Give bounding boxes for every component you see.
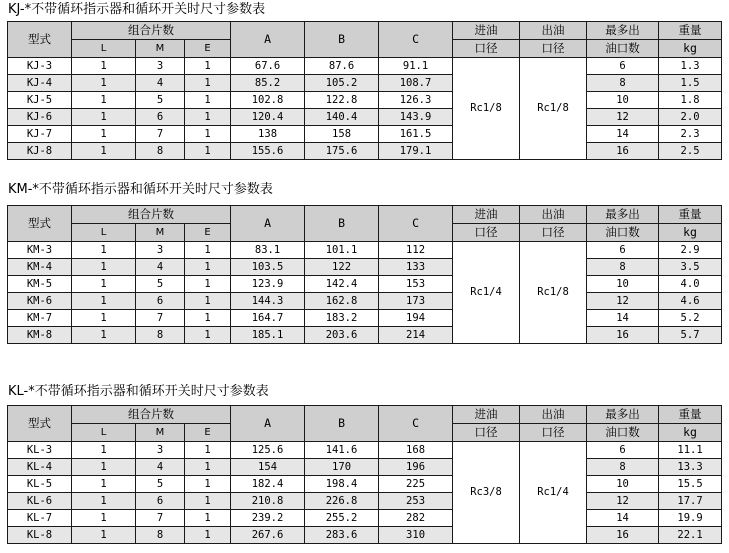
cell-b: 203.6 [305, 327, 379, 344]
cell-e: 1 [185, 126, 231, 143]
cell-c: 126.3 [379, 92, 453, 109]
cell-l: 1 [72, 276, 136, 293]
header-weight: 重量 [659, 22, 722, 40]
header-max-outlets-sub: 油口数 [587, 424, 659, 442]
cell-weight: 2.9 [659, 242, 722, 259]
cell-model: KM-5 [8, 276, 72, 293]
header-model: 型式 [8, 206, 72, 242]
cell-e: 1 [185, 92, 231, 109]
cell-l: 1 [72, 476, 136, 493]
cell-c: 91.1 [379, 58, 453, 75]
cell-c: 196 [379, 459, 453, 476]
cell-e: 1 [185, 143, 231, 160]
cell-max-outlets: 6 [587, 442, 659, 459]
cell-b: 101.1 [305, 242, 379, 259]
cell-m: 7 [136, 310, 185, 327]
cell-model: KM-4 [8, 259, 72, 276]
header-l: L [72, 40, 136, 58]
cell-weight: 1.3 [659, 58, 722, 75]
cell-e: 1 [185, 293, 231, 310]
cell-max-outlets: 12 [587, 493, 659, 510]
cell-max-outlets: 8 [587, 459, 659, 476]
header-max-outlets-sub: 油口数 [587, 40, 659, 58]
cell-l: 1 [72, 493, 136, 510]
cell-max-outlets: 12 [587, 293, 659, 310]
header-outlet: 出油 [520, 206, 587, 224]
cell-a: 123.9 [231, 276, 305, 293]
cell-weight: 4.0 [659, 276, 722, 293]
cell-e: 1 [185, 476, 231, 493]
cell-model: KJ-4 [8, 75, 72, 92]
header-group: 组合片数 [72, 206, 231, 224]
cell-c: 112 [379, 242, 453, 259]
cell-l: 1 [72, 310, 136, 327]
cell-a: 85.2 [231, 75, 305, 92]
header-weight-unit: kg [659, 224, 722, 242]
header-weight-unit: kg [659, 424, 722, 442]
cell-weight: 2.3 [659, 126, 722, 143]
cell-max-outlets: 8 [587, 259, 659, 276]
table-row [8, 242, 722, 259]
cell-l: 1 [72, 242, 136, 259]
cell-m: 4 [136, 459, 185, 476]
cell-m: 7 [136, 126, 185, 143]
cell-b: 226.8 [305, 493, 379, 510]
cell-model: KJ-6 [8, 109, 72, 126]
header-inlet: 进油 [453, 22, 520, 40]
cell-m: 6 [136, 493, 185, 510]
cell-l: 1 [72, 527, 136, 544]
header-model: 型式 [8, 406, 72, 442]
cell-m: 6 [136, 293, 185, 310]
header-a: A [231, 22, 305, 58]
header-outlet-sub: 口径 [520, 224, 587, 242]
cell-weight: 11.1 [659, 442, 722, 459]
cell-model: KM-6 [8, 293, 72, 310]
header-inlet-sub: 口径 [453, 40, 520, 58]
cell-b: 140.4 [305, 109, 379, 126]
header-model: 型式 [8, 22, 72, 58]
cell-model: KL-3 [8, 442, 72, 459]
cell-c: 179.1 [379, 143, 453, 160]
cell-m: 4 [136, 75, 185, 92]
cell-e: 1 [185, 493, 231, 510]
spec-table-kj [7, 21, 722, 160]
header-outlet-sub: 口径 [520, 40, 587, 58]
header-group: 组合片数 [72, 22, 231, 40]
header-max-outlets: 最多出 [587, 206, 659, 224]
table-row [8, 493, 722, 510]
spec-table-km [7, 205, 722, 344]
header-max-outlets: 最多出 [587, 406, 659, 424]
cell-e: 1 [185, 242, 231, 259]
cell-weight: 5.7 [659, 327, 722, 344]
cell-c: 253 [379, 493, 453, 510]
table-row [8, 58, 722, 75]
table-title-kj: KJ-*不带循环指示器和循环开关时尺寸参数表 [8, 2, 266, 17]
cell-a: 120.4 [231, 109, 305, 126]
cell-e: 1 [185, 259, 231, 276]
cell-b: 105.2 [305, 75, 379, 92]
cell-max-outlets: 6 [587, 58, 659, 75]
cell-a: 138 [231, 126, 305, 143]
cell-max-outlets: 6 [587, 242, 659, 259]
cell-outlet-size: Rc1/4 [520, 442, 587, 544]
cell-max-outlets: 14 [587, 310, 659, 327]
cell-c: 173 [379, 293, 453, 310]
cell-b: 175.6 [305, 143, 379, 160]
cell-c: 282 [379, 510, 453, 527]
cell-l: 1 [72, 92, 136, 109]
cell-e: 1 [185, 276, 231, 293]
cell-e: 1 [185, 58, 231, 75]
header-b: B [305, 22, 379, 58]
header-inlet: 进油 [453, 406, 520, 424]
cell-max-outlets: 14 [587, 510, 659, 527]
cell-a: 83.1 [231, 242, 305, 259]
cell-model: KJ-7 [8, 126, 72, 143]
table-row [8, 459, 722, 476]
cell-weight: 15.5 [659, 476, 722, 493]
table-title-kl: KL-*不带循环指示器和循环开关时尺寸参数表 [8, 384, 269, 399]
cell-b: 183.2 [305, 310, 379, 327]
cell-a: 182.4 [231, 476, 305, 493]
table-row [8, 442, 722, 459]
header-b: B [305, 406, 379, 442]
header-l: L [72, 424, 136, 442]
header-e: E [185, 224, 231, 242]
header-c: C [379, 406, 453, 442]
header-max-outlets: 最多出 [587, 22, 659, 40]
header-outlet: 出油 [520, 406, 587, 424]
table-row [8, 109, 722, 126]
cell-m: 3 [136, 58, 185, 75]
cell-a: 155.6 [231, 143, 305, 160]
cell-l: 1 [72, 327, 136, 344]
table-row [8, 259, 722, 276]
cell-b: 142.4 [305, 276, 379, 293]
cell-b: 283.6 [305, 527, 379, 544]
table-row [8, 327, 722, 344]
cell-e: 1 [185, 527, 231, 544]
table-row [8, 527, 722, 544]
cell-c: 225 [379, 476, 453, 493]
cell-a: 125.6 [231, 442, 305, 459]
cell-a: 267.6 [231, 527, 305, 544]
header-b: B [305, 206, 379, 242]
cell-model: KL-8 [8, 527, 72, 544]
cell-l: 1 [72, 459, 136, 476]
header-c: C [379, 22, 453, 58]
cell-inlet-size: Rc1/8 [453, 58, 520, 160]
header-group: 组合片数 [72, 406, 231, 424]
cell-weight: 2.5 [659, 143, 722, 160]
cell-max-outlets: 16 [587, 527, 659, 544]
cell-model: KL-7 [8, 510, 72, 527]
cell-inlet-size: Rc3/8 [453, 442, 520, 544]
cell-b: 198.4 [305, 476, 379, 493]
cell-model: KL-6 [8, 493, 72, 510]
cell-b: 158 [305, 126, 379, 143]
table-row [8, 92, 722, 109]
cell-max-outlets: 10 [587, 276, 659, 293]
cell-m: 8 [136, 527, 185, 544]
cell-a: 185.1 [231, 327, 305, 344]
cell-model: KJ-3 [8, 58, 72, 75]
table-row [8, 276, 722, 293]
header-e: E [185, 40, 231, 58]
cell-max-outlets: 14 [587, 126, 659, 143]
cell-m: 7 [136, 510, 185, 527]
header-e: E [185, 424, 231, 442]
cell-c: 214 [379, 327, 453, 344]
cell-max-outlets: 8 [587, 75, 659, 92]
cell-outlet-size: Rc1/8 [520, 242, 587, 344]
cell-l: 1 [72, 143, 136, 160]
cell-e: 1 [185, 327, 231, 344]
header-l: L [72, 224, 136, 242]
cell-max-outlets: 10 [587, 92, 659, 109]
cell-a: 103.5 [231, 259, 305, 276]
cell-e: 1 [185, 109, 231, 126]
cell-m: 3 [136, 442, 185, 459]
cell-model: KL-5 [8, 476, 72, 493]
cell-a: 239.2 [231, 510, 305, 527]
cell-e: 1 [185, 510, 231, 527]
header-inlet: 进油 [453, 206, 520, 224]
header-weight: 重量 [659, 206, 722, 224]
cell-e: 1 [185, 459, 231, 476]
header-a: A [231, 206, 305, 242]
cell-a: 102.8 [231, 92, 305, 109]
cell-c: 108.7 [379, 75, 453, 92]
cell-l: 1 [72, 75, 136, 92]
cell-l: 1 [72, 510, 136, 527]
table-row [8, 143, 722, 160]
cell-weight: 2.0 [659, 109, 722, 126]
cell-c: 161.5 [379, 126, 453, 143]
cell-l: 1 [72, 442, 136, 459]
table-row [8, 310, 722, 327]
header-c: C [379, 206, 453, 242]
cell-m: 5 [136, 276, 185, 293]
header-inlet-sub: 口径 [453, 224, 520, 242]
table-row [8, 476, 722, 493]
header-inlet-sub: 口径 [453, 424, 520, 442]
cell-a: 210.8 [231, 493, 305, 510]
cell-max-outlets: 12 [587, 109, 659, 126]
cell-weight: 1.5 [659, 75, 722, 92]
cell-model: KJ-8 [8, 143, 72, 160]
cell-b: 122.8 [305, 92, 379, 109]
cell-weight: 4.6 [659, 293, 722, 310]
cell-model: KJ-5 [8, 92, 72, 109]
table-row [8, 293, 722, 310]
cell-max-outlets: 16 [587, 327, 659, 344]
cell-b: 122 [305, 259, 379, 276]
header-weight: 重量 [659, 406, 722, 424]
cell-model: KL-4 [8, 459, 72, 476]
table-row [8, 126, 722, 143]
cell-weight: 5.2 [659, 310, 722, 327]
cell-c: 143.9 [379, 109, 453, 126]
cell-c: 194 [379, 310, 453, 327]
cell-model: KM-7 [8, 310, 72, 327]
header-max-outlets-sub: 油口数 [587, 224, 659, 242]
cell-inlet-size: Rc1/4 [453, 242, 520, 344]
cell-weight: 19.9 [659, 510, 722, 527]
cell-l: 1 [72, 259, 136, 276]
cell-m: 8 [136, 327, 185, 344]
header-a: A [231, 406, 305, 442]
cell-weight: 3.5 [659, 259, 722, 276]
header-outlet: 出油 [520, 22, 587, 40]
cell-m: 4 [136, 259, 185, 276]
cell-l: 1 [72, 58, 136, 75]
cell-b: 141.6 [305, 442, 379, 459]
cell-l: 1 [72, 126, 136, 143]
cell-model: KM-3 [8, 242, 72, 259]
cell-m: 3 [136, 242, 185, 259]
cell-max-outlets: 10 [587, 476, 659, 493]
spec-table-kl [7, 405, 722, 544]
cell-outlet-size: Rc1/8 [520, 58, 587, 160]
header-m: M [136, 224, 185, 242]
cell-c: 133 [379, 259, 453, 276]
cell-weight: 22.1 [659, 527, 722, 544]
header-m: M [136, 40, 185, 58]
table-row [8, 75, 722, 92]
cell-c: 153 [379, 276, 453, 293]
cell-b: 170 [305, 459, 379, 476]
cell-max-outlets: 16 [587, 143, 659, 160]
cell-model: KM-8 [8, 327, 72, 344]
table-row [8, 510, 722, 527]
header-outlet-sub: 口径 [520, 424, 587, 442]
cell-e: 1 [185, 75, 231, 92]
cell-b: 162.8 [305, 293, 379, 310]
header-weight-unit: kg [659, 40, 722, 58]
cell-e: 1 [185, 442, 231, 459]
cell-m: 6 [136, 109, 185, 126]
cell-l: 1 [72, 293, 136, 310]
cell-e: 1 [185, 310, 231, 327]
cell-a: 164.7 [231, 310, 305, 327]
cell-m: 5 [136, 476, 185, 493]
cell-c: 310 [379, 527, 453, 544]
cell-c: 168 [379, 442, 453, 459]
table-title-km: KM-*不带循环指示器和循环开关时尺寸参数表 [8, 182, 273, 197]
cell-a: 154 [231, 459, 305, 476]
cell-a: 144.3 [231, 293, 305, 310]
cell-m: 8 [136, 143, 185, 160]
cell-m: 5 [136, 92, 185, 109]
cell-weight: 1.8 [659, 92, 722, 109]
cell-a: 67.6 [231, 58, 305, 75]
cell-b: 255.2 [305, 510, 379, 527]
cell-weight: 13.3 [659, 459, 722, 476]
cell-l: 1 [72, 109, 136, 126]
cell-weight: 17.7 [659, 493, 722, 510]
cell-b: 87.6 [305, 58, 379, 75]
header-m: M [136, 424, 185, 442]
